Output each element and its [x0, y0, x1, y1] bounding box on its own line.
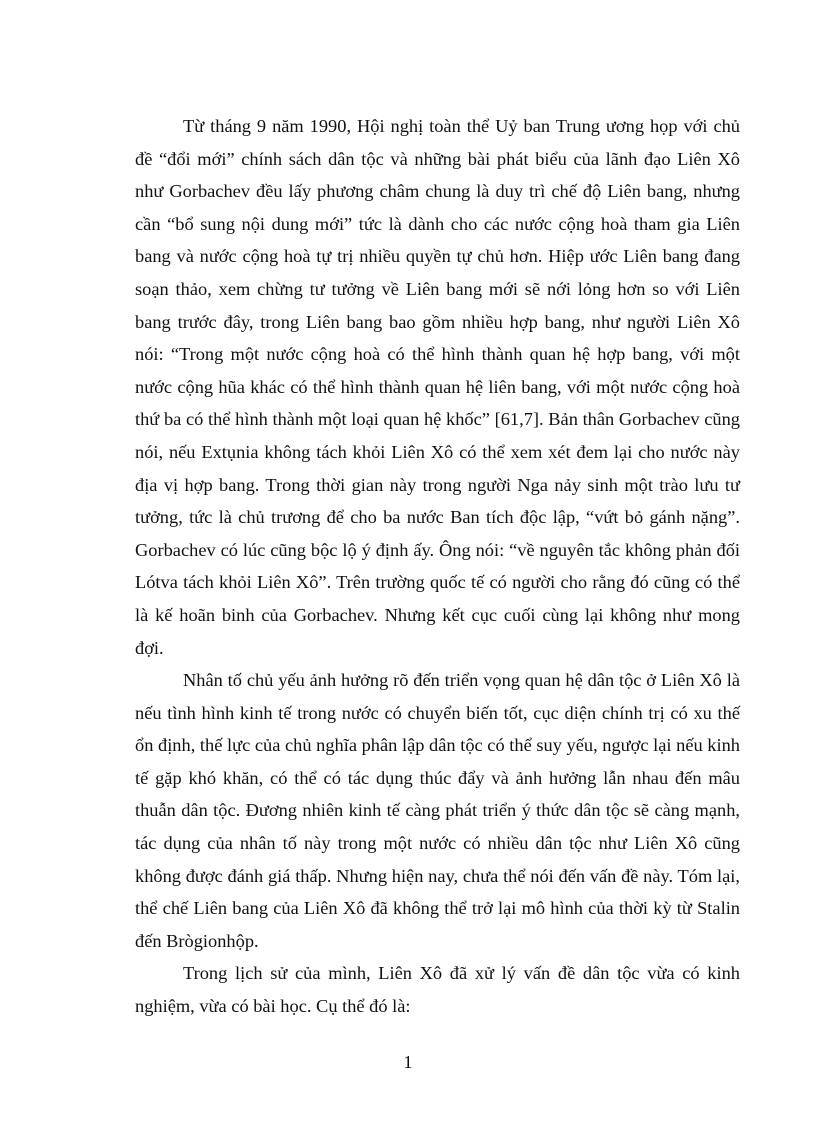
- paragraph-1: Từ tháng 9 năm 1990, Hội nghị toàn thể Uỷ ban Trung ương họp với chủ đề “đổi mới” chính sách dân tộc và những bài phát biểu của lãnh đạo Liên Xô như Gorbachev đều lấy phương châm chung là duy trì chế độ Liên bang, nhưng cần “bổ sung nội dung mới” tức là dành cho các nước cộng hoà tham gia Liên bang và nước cộng hoà tự trị nhiều quyền tự chủ hơn. Hiệp ước Liên bang đang soạn thảo, xem chừng tư tưởng về Liên bang mới sẽ nới lỏng hơn so với Liên bang trước đây, trong Liên bang bao gồm nhiều hợp bang, như người Liên Xô nói: “Trong một nước cộng hoà có thể hình thành quan hệ hợp bang, với một nước cộng hũa khác có thể hình thành quan hệ liên bang, với một nước cộng hoà thứ ba có thể hình thành một loại quan hệ khốc” [61,7]. Bản thân Gorbachev cũng nói, nếu Extụnia không tách khỏi Liên Xô có thể xem xét đem lại cho nước này địa vị hợp bang. Trong thời gian này trong người Nga nảy sinh một trào lưu tư tưởng, tức là chủ trương để cho ba nước Ban tích độc lập, “vứt bỏ gánh nặng”. Gorbachev có lúc cũng bộc lộ ý định ấy. Ông nói: “về nguyên tắc không phản đối Lótva tách khỏi Liên Xô”. Trên trường quốc tế có người cho rằng đó cũng có thể là kế hoãn binh của Gorbachev. Nhưng kết cục cuối cùng lại không như mong đợi.: [135, 116, 740, 658]
- body-text: [135, 110, 740, 1023]
- paragraph-2: Nhân tố chủ yếu ảnh hưởng rõ đến triển vọng quan hệ dân tộc ở Liên Xô là nếu tình hình kinh tế trong nước có chuyển biến tốt, cục diện chính trị có xu thế ổn định, thế lực của chủ nghĩa phân lập dân tộc có thể suy yếu, ngược lại nếu kinh tế gặp khó khăn, có thể có tác dụng thúc đẩy và ảnh hưởng lẫn nhau đến mâu thuẫn dân tộc. Đương nhiên kinh tế càng phát triển ý thức dân tộc sẽ càng mạnh, tác dụng của nhân tố này trong một nước có nhiều dân tộc như Liên Xô cũng không được đánh giá thấp. Nhưng hiện nay, chưa thể nói đến vấn đề này. Tóm lại, thể chế Liên bang của Liên Xô đã không thể trở lại mô hình của thời kỳ từ Stalin đến Brògionhộp.: [135, 670, 740, 951]
- paragraph-3: Trong lịch sử của mình, Liên Xô đã xử lý vấn đề dân tộc vừa có kinh nghiệm, vừa có bài học. Cụ thể đó là:: [135, 963, 740, 1017]
- page-number: 1: [403, 1052, 413, 1072]
